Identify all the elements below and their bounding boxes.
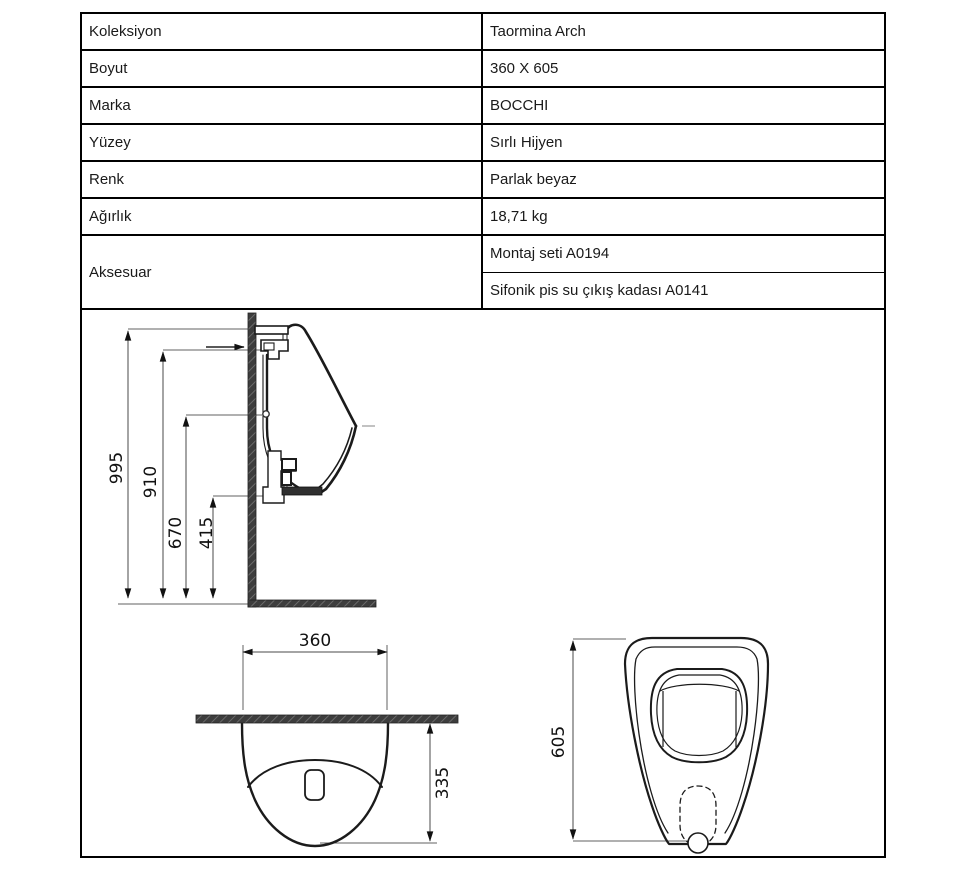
dim-label-995: 995 — [107, 451, 127, 485]
table-row-accessory — [82, 236, 884, 310]
accessory-values — [483, 236, 884, 308]
spec-value: BOCCHI — [490, 97, 549, 114]
table-row — [82, 88, 884, 125]
inlet-lip — [255, 326, 288, 334]
spec-label: Renk — [82, 162, 483, 197]
table-row — [82, 199, 884, 236]
dim-label-335: 335 — [433, 766, 453, 800]
dim-label-360: 360 — [298, 631, 332, 651]
spec-sheet — [80, 12, 886, 858]
technical-drawing — [82, 310, 884, 856]
spec-label: Marka — [82, 88, 483, 123]
spec-value: Montaj seti A0194 — [483, 236, 884, 273]
wall-plan-section — [196, 715, 458, 723]
spec-value: Taormina Arch — [490, 23, 586, 40]
floor-section — [248, 600, 376, 607]
spec-label: Yüzey — [82, 125, 483, 160]
bowl-opening-outer — [651, 669, 747, 762]
spec-label: Aksesuar — [82, 236, 483, 308]
outlet-circle — [688, 833, 708, 853]
spec-value: 360 X 605 — [490, 60, 559, 77]
dim-label-605: 605 — [549, 725, 569, 759]
dim-label-670: 670 — [166, 516, 186, 550]
spec-value: Sifonik pis su çıkış kadası A0141 — [490, 281, 709, 299]
table-row — [82, 14, 884, 51]
dim-label-415: 415 — [197, 516, 217, 550]
spec-label: Koleksiyon — [82, 14, 483, 49]
spec-value: Parlak beyaz — [490, 171, 577, 188]
wall-section — [248, 313, 256, 607]
spec-label: Ağırlık — [82, 199, 483, 234]
top-view — [196, 631, 458, 846]
drawing-svg — [82, 310, 884, 856]
table-row — [82, 125, 884, 162]
table-row — [82, 162, 884, 199]
spec-table — [82, 14, 884, 310]
outlet-duct — [282, 487, 322, 495]
table-row — [82, 51, 884, 88]
drain-opening — [305, 770, 324, 800]
spec-label: Boyut — [82, 51, 483, 86]
spec-value: Sırlı Hijyen — [490, 134, 563, 151]
front-view — [549, 638, 768, 853]
spec-value: 18,71 kg — [490, 208, 548, 225]
outlet-fitting-upper — [282, 459, 296, 470]
dim-label-910: 910 — [141, 465, 161, 499]
side-view — [107, 313, 376, 607]
spreader-inner — [264, 343, 274, 350]
bowl-shelf-arc — [660, 684, 739, 691]
outlet-fitting-lower — [282, 472, 291, 485]
fixing-hole — [263, 411, 269, 417]
